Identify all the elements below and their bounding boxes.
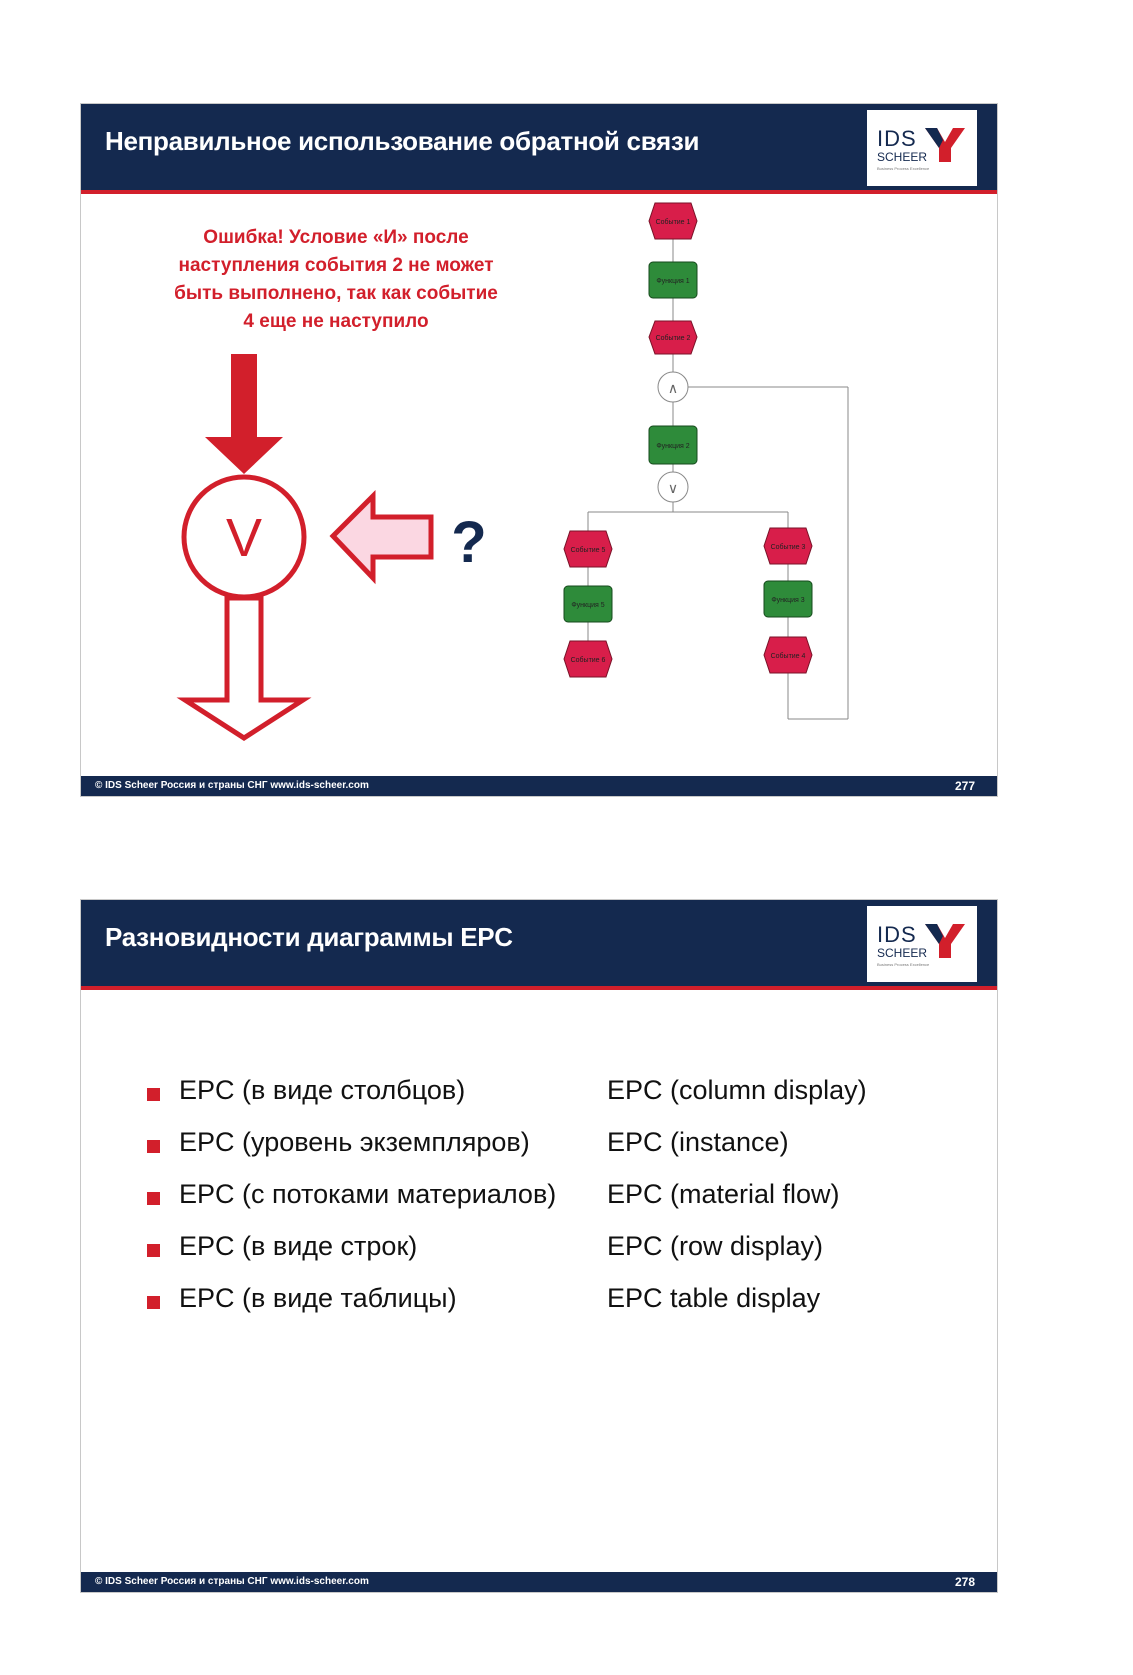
function-1-label: Функция 1 [656,278,690,285]
logo-tagline: Business Process Excellence [877,962,930,967]
slide-title: Неправильное использование обратной связи [105,126,700,156]
epc-event-5 [564,531,612,567]
input-arrow-icon [205,354,283,474]
bullet-icon [147,1192,160,1205]
error-message: Ошибка! Условие «И» после наступления события 2 не может быть выполнено, так как событие 4 еще не наступило [174,227,498,332]
variant-ru: EPC (в виде таблицы) [179,1283,457,1313]
slide-title: Разновидности диаграммы EPC [105,922,513,952]
logo-ids-text: IDS [877,126,917,151]
event-3-label: Событие 3 [770,544,806,551]
page-number: 277 [954,779,975,793]
list-item [147,1075,967,1127]
function-5-label: Функция 5 [571,602,605,609]
variant-ru: EPC (с потоками материалов) [179,1179,557,1209]
page-number: 278 [954,1575,975,1589]
event-5-label: Событие 5 [570,547,606,554]
function-2-label: Функция 2 [656,443,690,450]
ids-scheer-logo [867,906,977,982]
logo-mark-icon [925,920,965,960]
bullet-icon [147,1244,160,1257]
variant-en: EPC (column display) [607,1075,867,1105]
slide-header [81,900,997,990]
epc-event-3 [764,528,812,564]
epc-event-4 [764,637,812,673]
footer-copyright: © IDS Scheer Россия и страны СНГ www.ids-scheer.com [95,1576,369,1587]
epc-event-2 [649,321,697,354]
epc-function-5 [564,586,612,622]
list-item [147,1179,967,1231]
epc-feedback-diagram [81,104,997,776]
variant-ru: EPC (в виде строк) [179,1231,418,1261]
epc-event-6 [564,641,612,677]
logo-ids-text: IDS [877,922,917,947]
epc-function-3 [764,581,812,617]
epc-function-1 [649,262,697,298]
bullet-icon [147,1140,160,1153]
epc-function-2 [649,426,697,464]
function-3-label: Функция 3 [771,597,805,604]
slide-footer [81,776,997,796]
slide-278 [80,899,998,1593]
variant-en: EPC (row display) [607,1231,824,1261]
slide-footer [81,1572,997,1592]
list-item [147,1231,967,1283]
feedback-arrow-shape [333,496,431,578]
variant-ru: EPC (уровень экземпляров) [179,1127,530,1157]
event-4-label: Событие 4 [770,653,806,660]
event-2-label: Событие 2 [655,335,691,342]
event-6-label: Событие 6 [570,657,606,664]
variant-en: EPC table display [607,1283,821,1313]
bullet-icon [147,1088,160,1101]
variant-en: EPC (material flow) [607,1179,840,1209]
list-item [147,1127,967,1179]
output-arrow-icon [185,598,303,738]
logo-scheer-text: SCHEER [877,150,928,164]
variant-en: EPC (instance) [607,1127,789,1157]
slide-277 [80,103,998,797]
logo-scheer-text: SCHEER [877,946,928,960]
question-mark: ? [451,510,487,575]
logo-tagline: Business Process Excellence [877,166,930,171]
epc-event-1 [649,203,697,239]
bullet-icon [147,1296,160,1309]
or-symbol: ∨ [667,481,679,497]
variant-ru: EPC (в виде столбцов) [179,1075,466,1105]
epc-variants-list [147,1075,967,1335]
list-item [147,1283,967,1335]
or-connector-symbol: V [225,508,263,568]
and-symbol: ∧ [667,381,679,397]
epc-and-connector [658,372,688,402]
epc-or-connector [658,472,688,502]
event-1-label: Событие 1 [655,219,691,226]
footer-copyright: © IDS Scheer Россия и страны СНГ www.ids-scheer.com [95,780,369,791]
